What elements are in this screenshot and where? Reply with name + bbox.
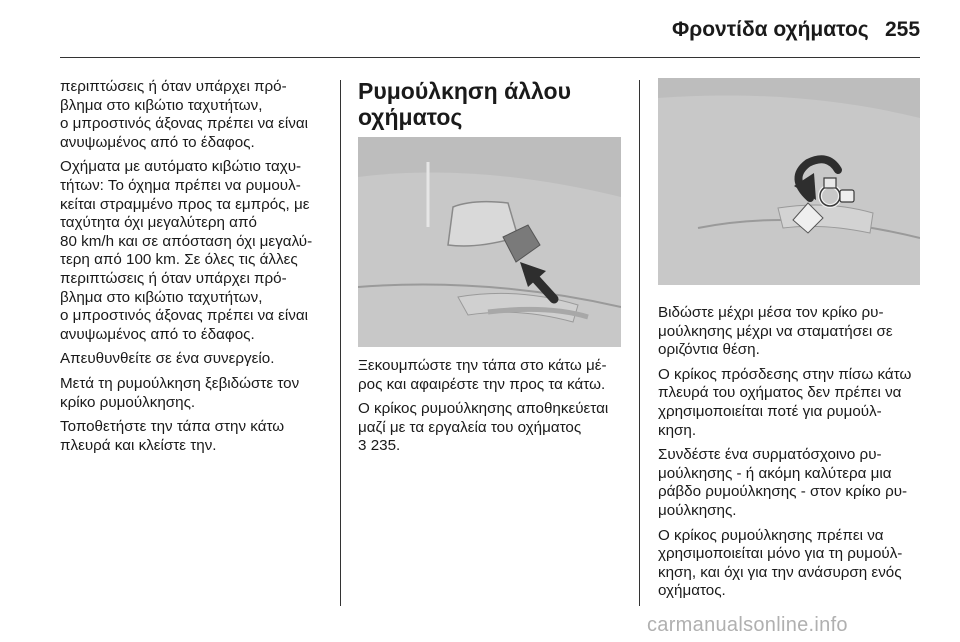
tow-eye-illustration	[658, 78, 920, 285]
text-line: Μετά τη ρυμούλκηση ξεβιδώστε τον	[60, 374, 300, 392]
page-reference-number: 235.	[370, 437, 401, 455]
paragraph	[60, 375, 335, 412]
text-line: μούλκησης μέχρι να σταματήσει σε	[658, 322, 893, 340]
text-line: ανυψωμένος από το έδαφος.	[60, 133, 255, 151]
text-line: χρησιμοποιείται μόνο για τη ρυμούλ-	[658, 545, 903, 563]
text-line: πλευρά και κλείστε την.	[60, 436, 217, 454]
text-line: κηση, και όχι για την ανάσυρση ενός	[658, 563, 902, 581]
text-line: Βιδώστε μέχρι μέσα τον κρίκο ρυ-	[658, 304, 884, 321]
text-line: κρίκο ρυμούλκησης.	[60, 393, 196, 411]
paragraph	[358, 400, 633, 456]
text-line: μαζί με τα εργαλεία του οχήματος	[358, 418, 582, 436]
text-line: τήτων: Το όχημα πρέπει να ρυμουλ-	[60, 176, 301, 194]
text-line: Απευθυνθείτε σε ένα συνεργείο.	[60, 350, 275, 368]
text-line: βλημα στο κιβώτιο ταχυτήτων,	[60, 96, 263, 114]
text-line: χρησιμοποιείται ποτέ για ρυμούλ-	[658, 402, 882, 420]
heading-line: οχήματος	[358, 104, 463, 130]
column-divider	[639, 80, 640, 606]
heading-line: Ρυμούλκηση άλλου	[358, 78, 571, 104]
text-line: ανυψωμένος από το έδαφος.	[60, 325, 255, 343]
middle-column	[358, 357, 633, 462]
page-reference[interactable]	[358, 437, 633, 456]
paragraph	[658, 446, 933, 520]
text-line: περιπτώσεις ή όταν υπάρχει πρό-	[60, 78, 287, 95]
text-line: ταχύτητα όχι μεγαλύτερη από	[60, 214, 257, 232]
watermark: carmanualsonline.info	[647, 614, 848, 636]
paragraph	[60, 418, 335, 455]
header-rule	[60, 57, 920, 58]
text-line: Τοποθετήστε την τάπα στην κάτω	[60, 418, 285, 436]
right-column	[658, 304, 933, 607]
text-line: ο μπροστινός άξονας πρέπει να είναι	[60, 115, 309, 133]
tow-cap-illustration	[358, 137, 621, 347]
text-line: οχήματος.	[658, 582, 726, 600]
text-line: Ο κρίκος ρυμούλκησης αποθηκεύεται	[358, 400, 609, 418]
column-divider	[340, 80, 341, 606]
page-reference-arrow-icon: 3	[358, 437, 367, 455]
text-line: Συνδέστε ένα συρματόσχοινο ρυ-	[658, 446, 882, 464]
paragraph	[658, 366, 933, 440]
text-line: κείται στραμμένο προς τα εμπρός, με	[60, 195, 310, 213]
paragraph	[658, 304, 933, 360]
paragraph	[60, 78, 335, 152]
paragraph	[358, 357, 633, 394]
text-line: μούλκησης - ή ακόμη καλύτερα μια	[658, 464, 892, 482]
tow-eye-drawing	[658, 78, 920, 285]
text-line: Ο κρίκος ρυμούλκησης πρέπει να	[658, 526, 884, 544]
text-line: μούλκησης.	[658, 501, 737, 519]
page-number: 255	[885, 18, 921, 41]
left-column	[60, 78, 335, 461]
text-line: Οχήματα με αυτόματο κιβώτιο ταχυ-	[60, 158, 302, 176]
text-line: περιπτώσεις ή όταν υπάρχει πρό-	[60, 269, 287, 287]
text-line: ο μπροστινός άξονας πρέπει να είναι	[60, 307, 309, 325]
text-line: τερη από 100 km. Σε όλες τις άλλες	[60, 251, 298, 269]
text-line: πλευρά του οχήματος δεν πρέπει να	[658, 384, 902, 402]
paragraph	[60, 158, 335, 344]
text-line: Ο κρίκος πρόσδεσης στην πίσω κάτω	[658, 365, 912, 383]
text-line: ρος και αφαιρέστε την προς τα κάτω.	[358, 375, 606, 393]
section-heading	[358, 78, 571, 130]
text-line: ράβδο ρυμούλκησης - στον κρίκο ρυ-	[658, 483, 908, 501]
text-line: βλημα στο κιβώτιο ταχυτήτων,	[60, 288, 263, 306]
paragraph	[60, 350, 335, 369]
paragraph	[658, 527, 933, 601]
text-line: οριζόντια θέση.	[658, 341, 760, 359]
text-line: κηση.	[658, 421, 697, 439]
text-line: 80 km/h και σε απόσταση όχι μεγαλύ-	[60, 232, 313, 250]
header-title: Φροντίδα οχήματος	[672, 18, 869, 41]
text-line: Ξεκουμπώστε την τάπα στο κάτω μέ-	[358, 357, 607, 374]
tow-cap-drawing	[358, 137, 621, 347]
